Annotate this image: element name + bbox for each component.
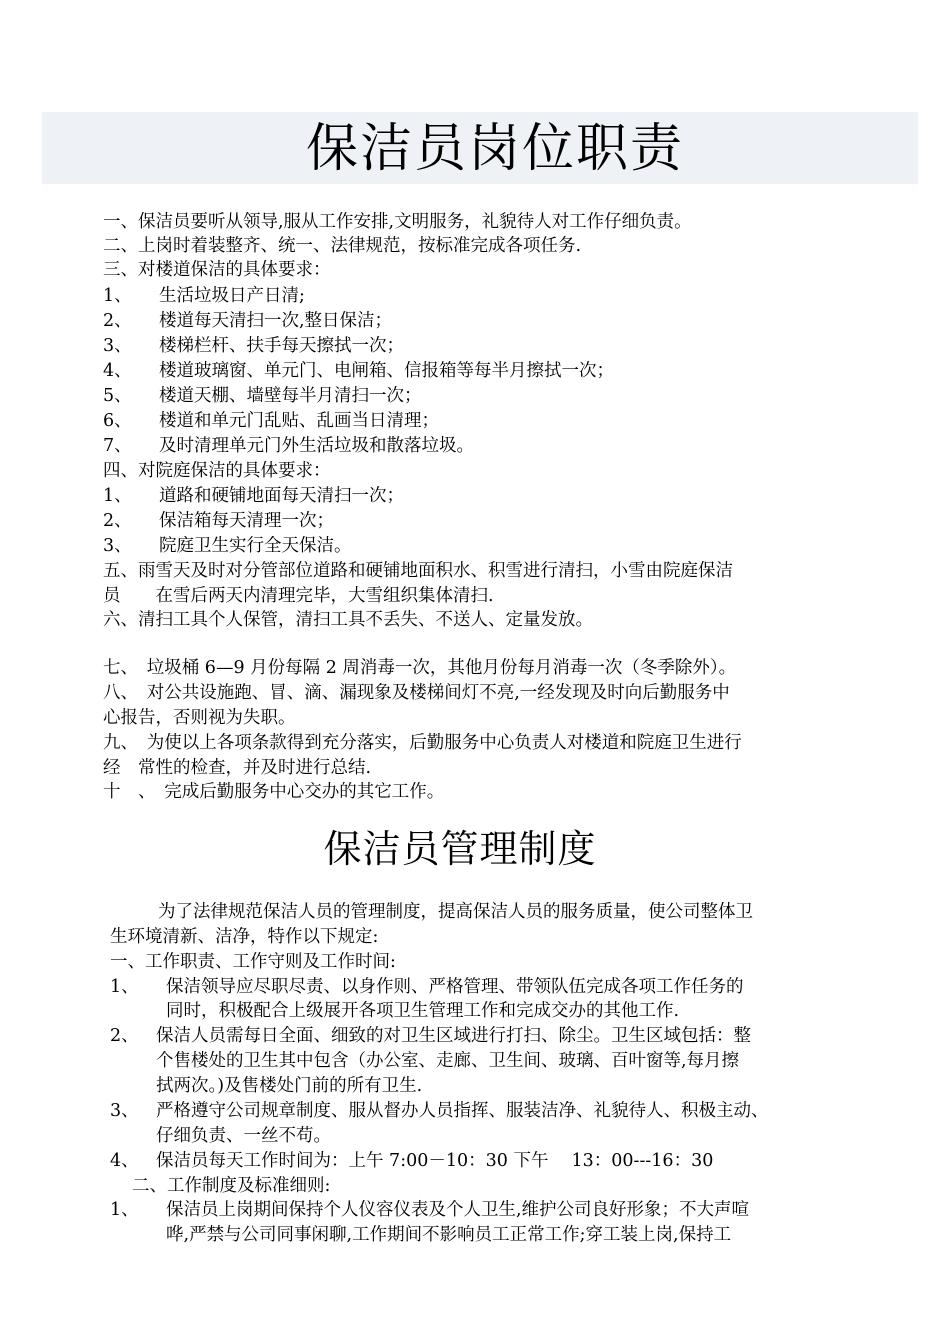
- duty-line-3: 三、对楼道保洁的具体要求：: [103, 260, 331, 280]
- duty-line-8a: 八、 对公共设施跑、冒、滴、漏现象及楼梯间灯不亮,一经发现及时向后勤服务中: [103, 683, 730, 703]
- duty-line-1: 一、保洁员要听从领导,服从工作安排,文明服务，礼貌待人对工作仔细负责。: [103, 212, 692, 232]
- rule-item-2-cont: 个售楼处的卫生其中包含（办公室、走廊、卫生间、玻璃、百叶窗等,每月擦: [156, 1051, 740, 1071]
- corridor-item: [103, 434, 474, 458]
- item-number: 2、: [103, 511, 132, 531]
- item-text: 保洁箱每天清理一次；: [159, 511, 334, 531]
- duty-line-9b: 经 常性的检查，并及时进行总结.: [103, 758, 372, 778]
- rule-item-4: [110, 1149, 713, 1173]
- item-number: 4、: [110, 1151, 139, 1171]
- item-text: 楼道每天清扫一次,整日保洁；: [159, 311, 393, 331]
- page-title: 保洁员岗位职责: [305, 119, 684, 179]
- work-item-1-cont: 哗,严禁与公司同事闲聊,工作期间不影响员工正常工作;穿工装上岗,保持工: [166, 1225, 732, 1245]
- item-text: 楼梯栏杆、扶手每天擦拭一次；: [159, 336, 404, 356]
- item-text: 院庭卫生实行全天保洁。: [159, 536, 352, 556]
- item-text: 生活垃圾日产日清;: [159, 286, 305, 306]
- work-item-1: [110, 1198, 749, 1222]
- item-number: 2、: [110, 1026, 139, 1046]
- item-number: 6、: [103, 411, 132, 431]
- yard-item: [103, 484, 404, 508]
- corridor-item: [103, 359, 614, 383]
- item-text: 楼道天棚、墙壁每半月清扫一次；: [159, 386, 422, 406]
- duty-line-6: 六、清扫工具个人保管，清扫工具不丢失、不送人、定量发放。: [103, 610, 593, 630]
- item-text: 楼道玻璃窗、单元门、电闸箱、信报箱等每半月擦拭一次；: [159, 361, 614, 381]
- item-text: 保洁领导应尽职尽责、以身作则、严格管理、带领队伍完成各项工作任务的: [166, 977, 744, 997]
- item-number: 3、: [103, 336, 132, 356]
- item-text: 严格遵守公司规章制度、服从督办人员指挥、服装洁净、礼貌待人、积极主动、: [156, 1101, 769, 1121]
- yard-heading: 四、对院庭保洁的具体要求：: [103, 461, 331, 481]
- rule-item-3-cont: 仔细负责、一丝不苟。: [156, 1126, 331, 1146]
- item-number: 7、: [103, 436, 132, 456]
- intro-line-a: 为了法律规范保洁人员的管理制度，提高保洁人员的服务质量，使公司整体卫: [158, 902, 753, 922]
- corridor-item: [103, 384, 422, 408]
- part-heading-1: 一、工作职责、工作守则及工作时间:: [110, 952, 396, 972]
- rule-item-1: [110, 975, 744, 999]
- item-text: 道路和硬铺地面每天清扫一次；: [159, 486, 404, 506]
- intro-line-b: 生环境清新、洁净，特作以下规定:: [110, 927, 379, 947]
- section-title: 保洁员管理制度: [323, 827, 597, 871]
- rule-item-1-cont: 同时，积极配合上级展开各项卫生管理工作和完成交办的其他工作.: [166, 1001, 680, 1021]
- rule-item-2: [110, 1024, 751, 1048]
- part-heading-2: 二、工作制度及标准细则:: [132, 1176, 331, 1196]
- yard-item: [103, 509, 334, 533]
- item-text: 楼道和单元门乱贴、乱画当日清理；: [159, 411, 439, 431]
- duty-line-10: 十 、 完成后勤服务中心交办的其它工作。: [103, 782, 445, 802]
- item-number: 3、: [110, 1101, 139, 1121]
- item-text: 保洁员每天工作时间为：上午 7:00－10：30 下午 13：00---16：30: [156, 1151, 714, 1171]
- item-number: 1、: [103, 286, 132, 306]
- yard-item: [103, 534, 352, 558]
- rule-item-2-cont: 拭两次。)及售楼处门前的所有卫生.: [156, 1076, 423, 1096]
- item-text: 及时清理单元门外生活垃圾和散落垃圾。: [159, 436, 474, 456]
- corridor-item: [103, 334, 404, 358]
- item-text: 保洁人员需每日全面、细致的对卫生区域进行打扫、除尘。卫生区域包括：整: [156, 1026, 751, 1046]
- duty-line-8b: 心报告，否则视为失职。: [103, 708, 296, 728]
- item-number: 4、: [103, 361, 132, 381]
- corridor-item: [103, 309, 392, 333]
- item-number: 5、: [103, 386, 132, 406]
- duty-line-5b: 员 在雪后两天内清理完毕，大雪组织集体清扫.: [103, 586, 494, 606]
- item-text: 保洁员上岗期间保持个人仪容仪表及个人卫生,维护公司良好形象；不大声喧: [166, 1200, 750, 1220]
- rule-item-3: [110, 1099, 769, 1123]
- duty-line-9a: 九、 为使以上各项条款得到充分落实，后勤服务中心负责人对楼道和院庭卫生进行: [103, 733, 742, 753]
- item-number: 2、: [103, 311, 132, 331]
- duty-line-2: 二、上岗时着装整齐、统一、法律规范，按标准完成各项任务.: [103, 236, 582, 256]
- duty-line-7: 七、 垃圾桶 6—9 月份每隔 2 周消毒一次，其他月份每月消毒一次（冬季除外）。: [103, 658, 737, 678]
- item-number: 3、: [103, 536, 132, 556]
- corridor-item: [103, 284, 305, 308]
- duty-line-5a: 五、雨雪天及时对分管部位道路和硬铺地面积水、积雪进行清扫，小雪由院庭保洁: [103, 561, 733, 581]
- item-number: 1、: [110, 1200, 139, 1220]
- item-number: 1、: [103, 486, 132, 506]
- item-number: 1、: [110, 977, 139, 997]
- corridor-item: [103, 409, 439, 433]
